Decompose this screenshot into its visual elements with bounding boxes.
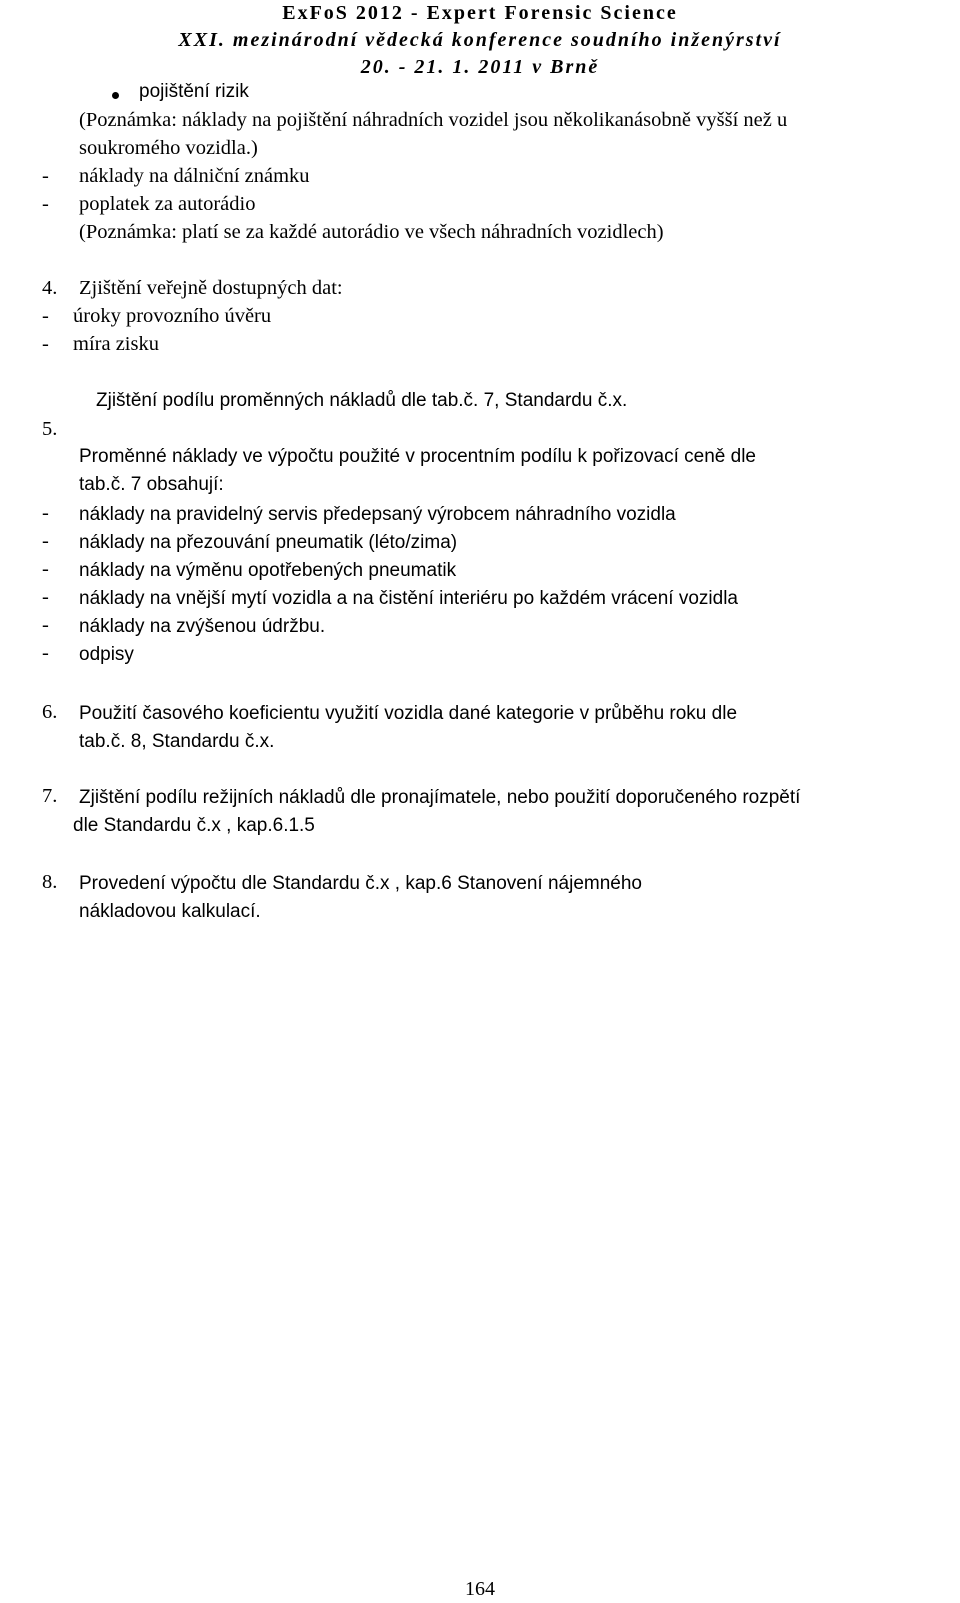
section-5-line-2: Proměnné náklady ve výpočtu použité v procentním podílu k pořizovací ceně dle <box>79 446 756 467</box>
list-item: odpisy <box>79 644 134 665</box>
dash-marker: - <box>42 558 49 580</box>
list-item: náklady na zvýšenou údržbu. <box>79 616 326 637</box>
list-item: poplatek za autorádio <box>79 193 256 215</box>
list-item: náklady na přezouvání pneumatik (léto/zima) <box>79 532 458 553</box>
section-5-number: 5. <box>42 418 58 440</box>
section-8-line-1: Provedení výpočtu dle Standardu č.x , kap.6 Stanovení nájemného <box>79 873 642 894</box>
section-4-title: Zjištění veřejně dostupných dat: <box>79 277 343 299</box>
bullet-note-line-1: (Poznámka: náklady na pojištění náhradních vozidel jsou několikanásobně vyšší než u <box>79 109 788 131</box>
section-7-line-1: Zjištění podílu režijních nákladů dle pronajímatele, nebo použití doporučeného rozpětí <box>79 787 801 808</box>
section-4-number: 4. <box>42 277 58 299</box>
header-line-1: ExFoS 2012 - Expert Forensic Science <box>282 2 678 24</box>
list-item: náklady na pravidelný servis předepsaný výrobcem náhradního vozidla <box>79 504 676 525</box>
bullet-note-line-2: soukromého vozidla.) <box>79 137 258 159</box>
section-7-number: 7. <box>42 785 58 807</box>
section-8-number: 8. <box>42 871 58 893</box>
header-line-2: XXI. mezinárodní vědecká konference soudního inženýrství <box>178 29 782 51</box>
radio-note: (Poznámka: platí se za každé autorádio ve všech náhradních vozidlech) <box>79 221 664 243</box>
list-item: úroky provozního úvěru <box>73 305 272 327</box>
dash-marker: - <box>42 165 49 187</box>
running-header <box>0 0 960 81</box>
dash-marker: - <box>42 502 49 524</box>
section-6-line-2: tab.č. 8, Standardu č.x. <box>79 731 275 752</box>
bullet-icon <box>112 92 119 99</box>
dash-marker: - <box>42 333 49 355</box>
section-6-number: 6. <box>42 701 58 723</box>
page-number: 164 <box>465 1578 495 1600</box>
bullet-item-title: pojištění rizik <box>139 81 249 102</box>
section-7-line-2: dle Standardu č.x , kap.6.1.5 <box>73 815 315 836</box>
section-8-line-2: nákladovou kalkulací. <box>79 901 261 922</box>
list-item: náklady na dálniční známku <box>79 165 310 187</box>
dash-marker: - <box>42 614 49 636</box>
list-item: míra zisku <box>73 333 159 355</box>
section-6-line-1: Použití časového koeficientu využití vozidla dané kategorie v průběhu roku dle <box>79 703 738 724</box>
section-5-line-1: Zjištění podílu proměnných nákladů dle tab.č. 7, Standardu č.x. <box>96 390 628 411</box>
dash-marker: - <box>42 193 49 215</box>
dash-marker: - <box>42 530 49 552</box>
section-5-line-3: tab.č. 7 obsahují: <box>79 474 224 495</box>
list-item: náklady na výměnu opotřebených pneumatik <box>79 560 457 581</box>
dash-marker: - <box>42 642 49 664</box>
list-item: náklady na vnější mytí vozidla a na čistění interiéru po každém vrácení vozidla <box>79 588 738 609</box>
dash-marker: - <box>42 586 49 608</box>
dash-marker: - <box>42 305 49 327</box>
header-line-3: 20. - 21. 1. 2011 v Brně <box>360 56 600 78</box>
